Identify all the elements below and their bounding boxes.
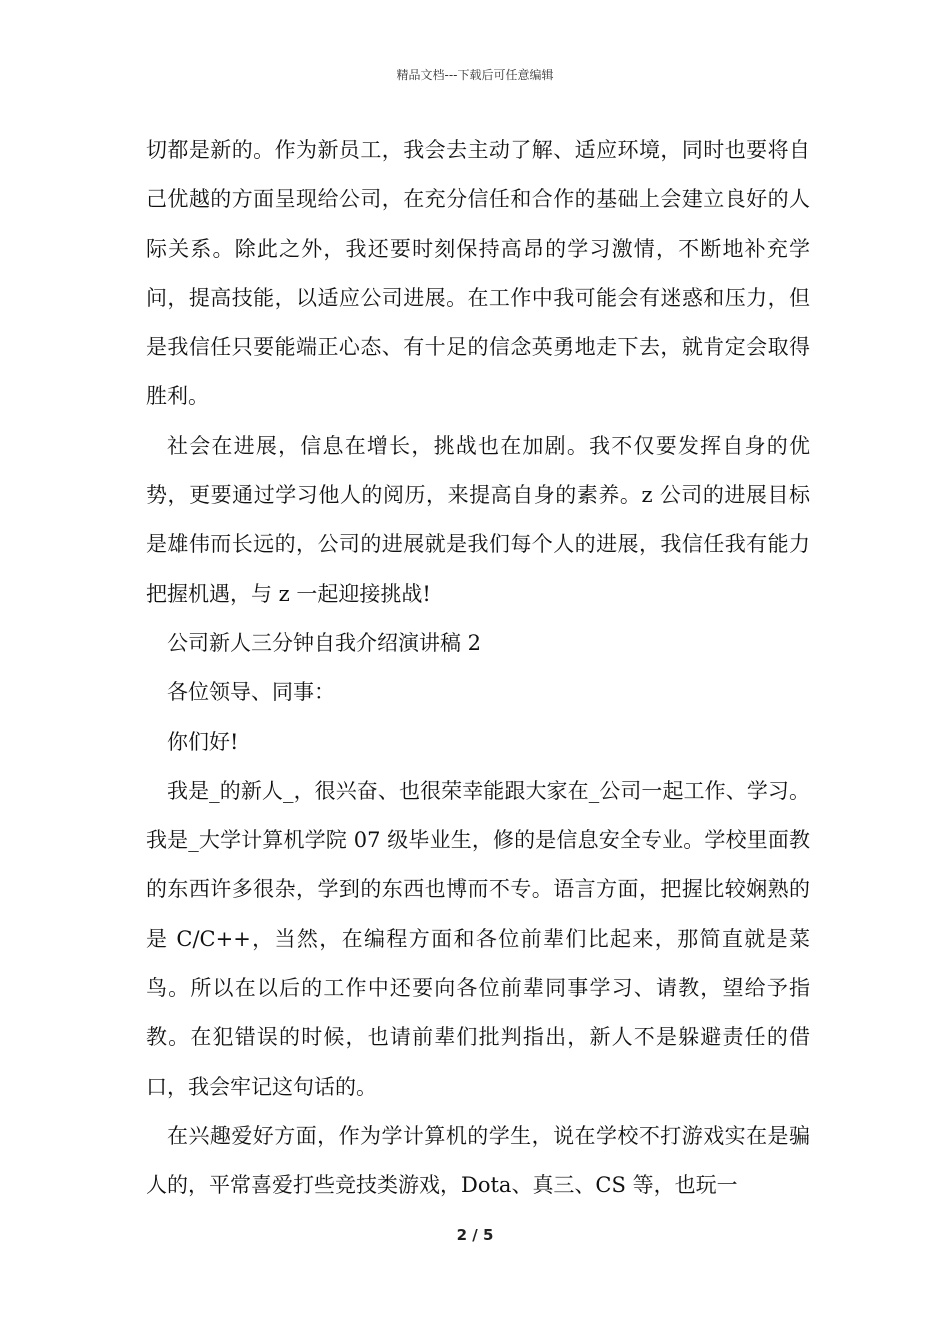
- document-body: [146, 126, 810, 1211]
- page-header: 精品文档---下载后可任意编辑: [396, 68, 554, 82]
- greeting: 你们好!: [167, 729, 239, 754]
- paragraph: 在兴趣爱好方面，作为学计算机的学生，说在学校不打游戏实在是骗人的，平常喜爱打些竞技类游戏，Dota、真三、CS 等，也玩一: [146, 1123, 810, 1198]
- paragraph: 我是_的新人_，很兴奋、也很荣幸能跟大家在_公司一起工作、学习。 我是_大学计算机学院 07 级毕业生，修的是信息安全专业。学校里面教的东西许多很杂，学到的东西也博而不专。语言方面，把握比较娴熟的是 C/C++，当然，在编程方面和各位前辈们比起来，那简直就是菜鸟。所以在以后的工作中还要向各位前辈同事学习、请教，望给予指教。在犯错误的时候，也请前辈们批判指出，新人不是躲避责任的借口，我会牢记这句话的。: [146, 778, 810, 1099]
- salutation: 各位领导、同事：: [167, 680, 335, 705]
- paragraph: 切都是新的。作为新员工，我会去主动了解、适应环境，同时也要将自己优越的方面呈现给公司，在充分信任和合作的基础上会建立良好的人际关系。除此之外，我还要时刻保持高昂的学习激情，不断地补充学问，提高技能，以适应公司进展。在工作中我可能会有迷惑和压力，但是我信任只要能端正心态、有十足的信念英勇地走下去，就肯定会取得胜利。: [146, 138, 810, 409]
- paragraph: 社会在进展，信息在增长，挑战也在加剧。我不仅要发挥自身的优势，更要通过学习他人的阅历，来提高自身的素养。z 公司的进展目标是雄伟而长远的，公司的进展就是我们每个人的进展，我信任我有能力把握机遇，与 z 一起迎接挑战!: [146, 433, 810, 606]
- section-title: 公司新人三分钟自我介绍演讲稿 2: [167, 630, 482, 655]
- page-current: 2: [456, 1226, 468, 1244]
- page-total: 5: [482, 1226, 494, 1244]
- page-separator: /: [467, 1226, 483, 1244]
- page-number: [0, 1226, 950, 1244]
